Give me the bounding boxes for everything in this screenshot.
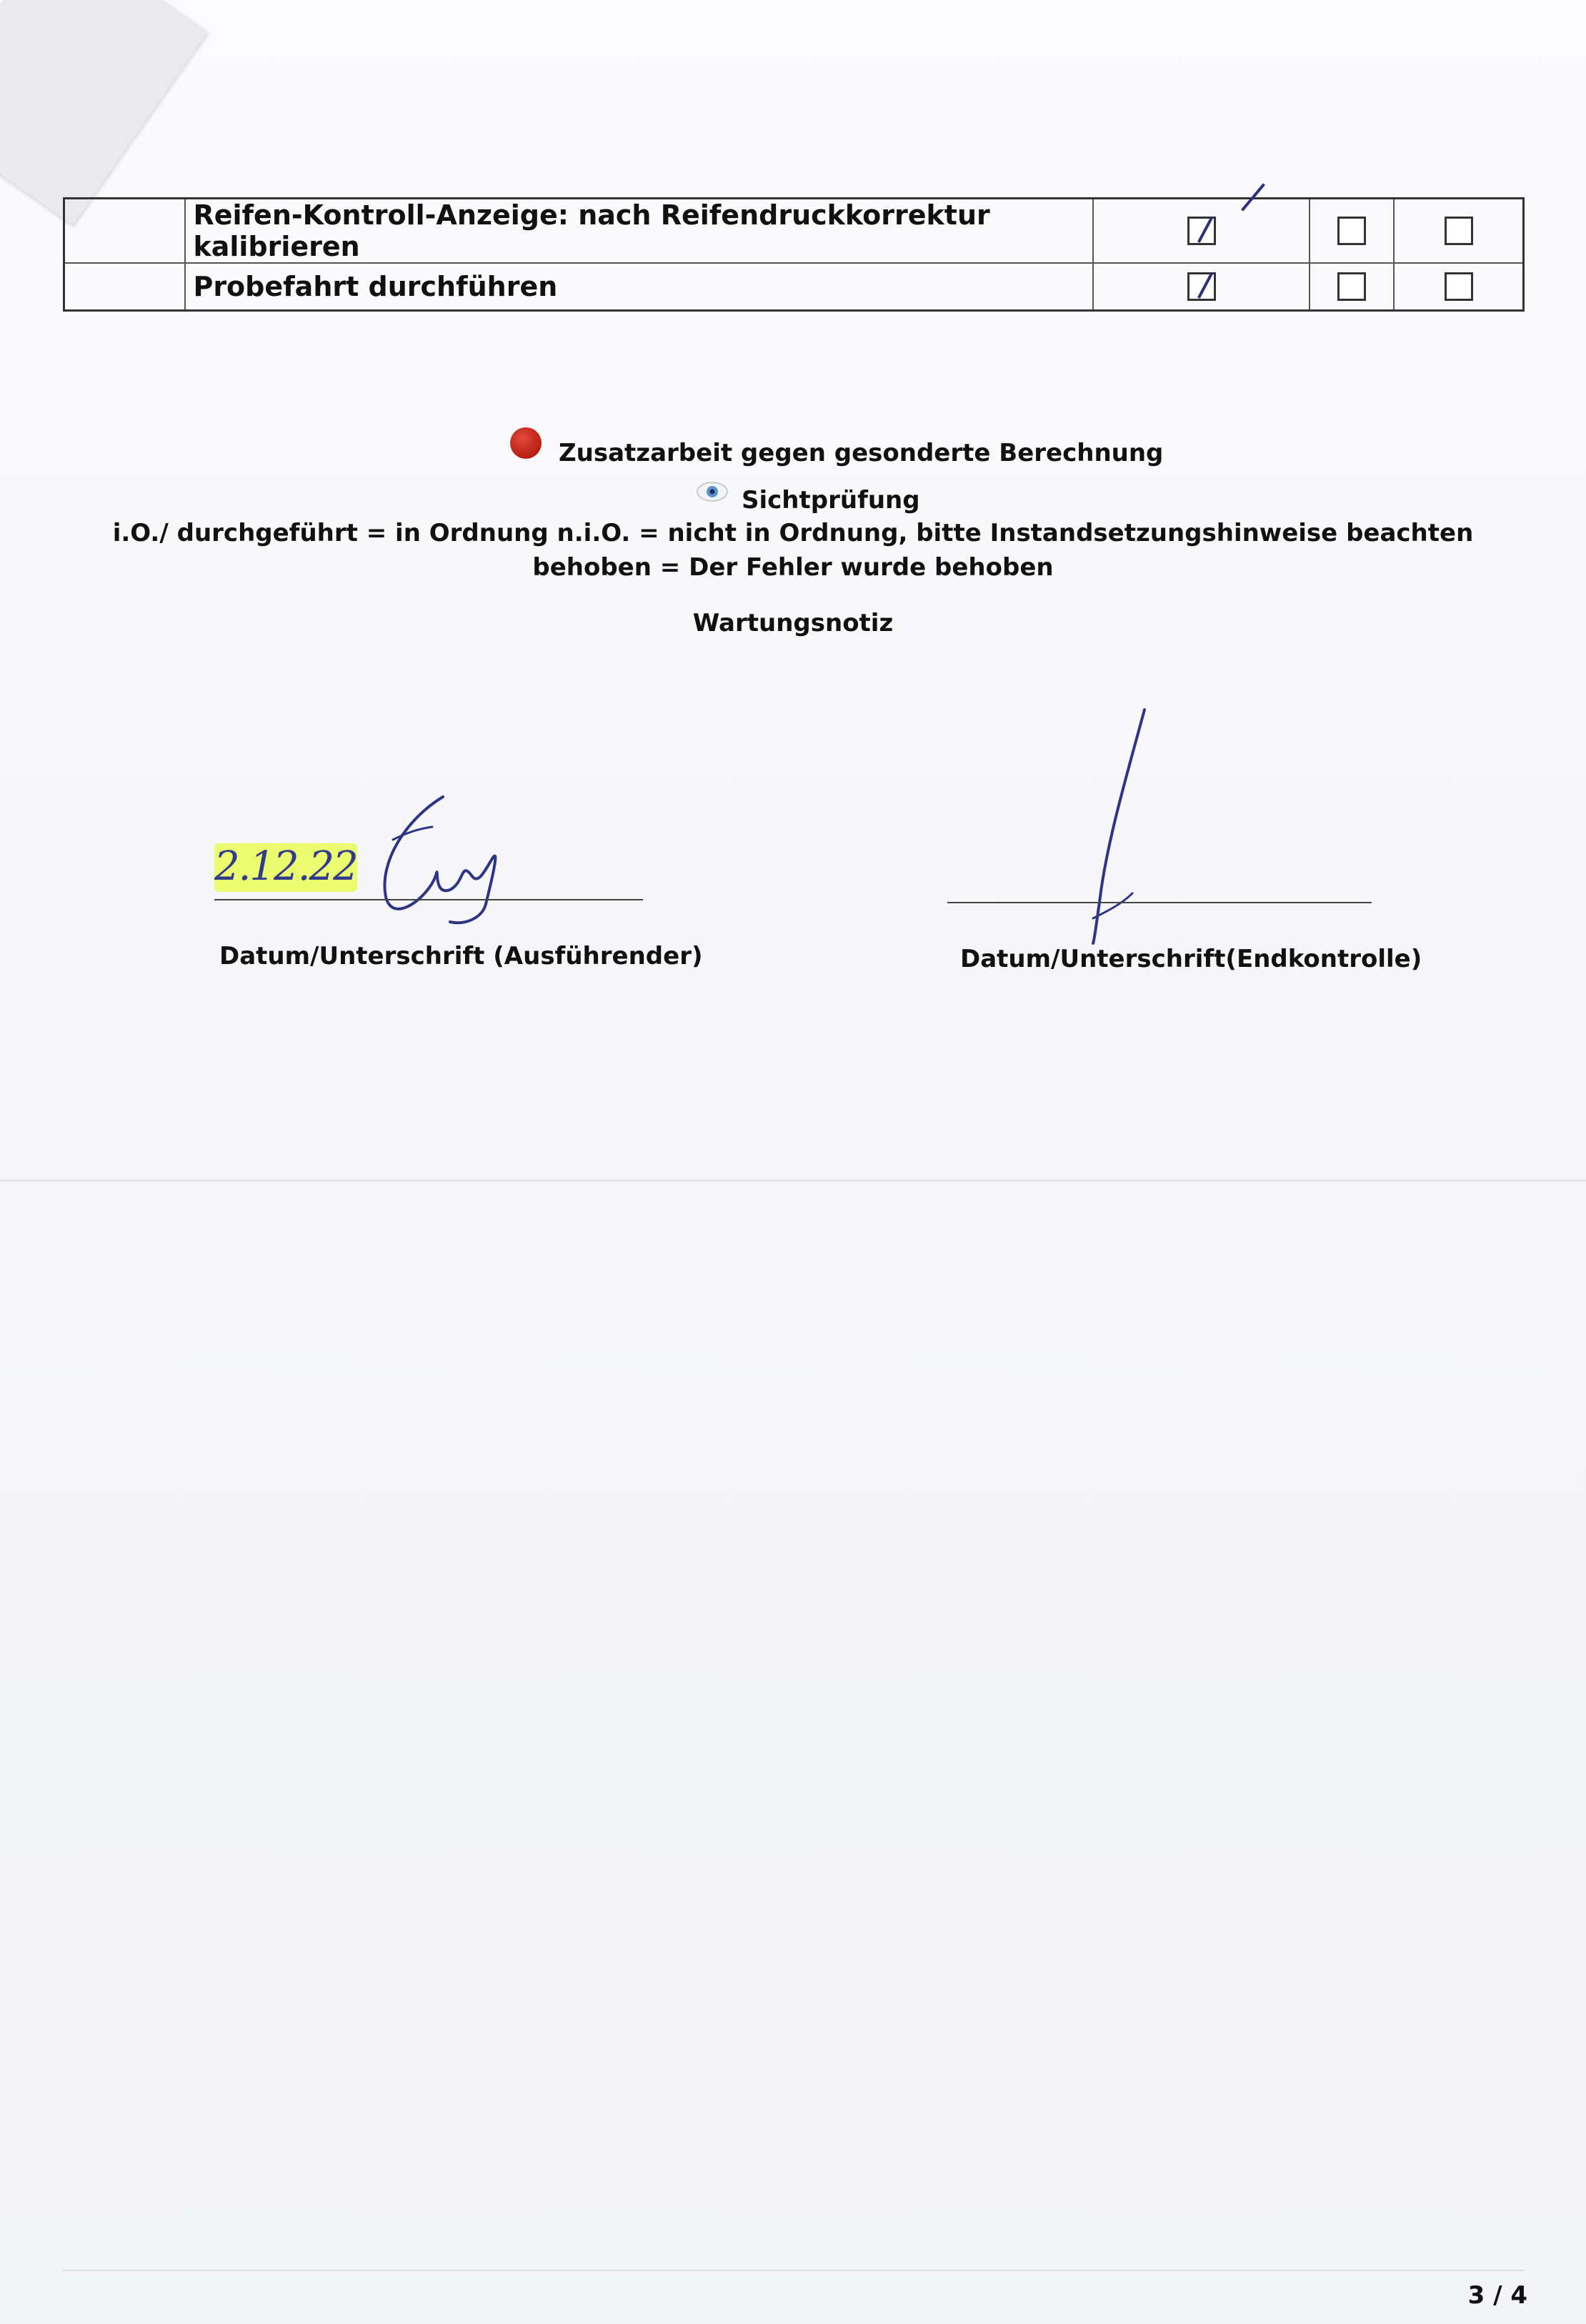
visual-check-legend: Sichtprüfung xyxy=(742,486,920,515)
final-check-signature-label: Datum/Unterschrift(Endkontrolle) xyxy=(960,945,1422,973)
checkbox-io-checked[interactable] xyxy=(1187,217,1216,245)
executor-signature-line xyxy=(214,899,643,900)
checkbox-nio[interactable] xyxy=(1337,217,1366,245)
checkbox-nio-cell xyxy=(1310,199,1394,264)
executor-signature-label: Datum/Unterschrift (Ausführender) xyxy=(219,942,703,970)
checkbox-io-cell xyxy=(1093,263,1310,311)
checkbox-behoben-cell xyxy=(1394,263,1523,311)
checkbox-io-checked[interactable] xyxy=(1187,272,1216,301)
maintenance-note-title: Wartungsnotiz xyxy=(692,609,894,637)
extra-work-legend: Zusatzarbeit gegen gesonderte Berechnung xyxy=(559,439,1164,467)
executor-signature-icon xyxy=(364,790,522,933)
final-check-signature-icon xyxy=(1050,704,1164,947)
checkbox-behoben[interactable] xyxy=(1445,272,1473,301)
checkbox-behoben-cell xyxy=(1394,199,1523,264)
checkbox-nio[interactable] xyxy=(1337,272,1366,301)
checklist-table xyxy=(63,197,1525,312)
row-number-cell xyxy=(64,199,186,264)
table-row xyxy=(64,263,1524,311)
row-number-cell xyxy=(64,263,186,311)
checkbox-behoben[interactable] xyxy=(1445,217,1473,245)
row-label: Reifen-Kontroll-Anzeige: nach Reifendruckkorrektur kalibrieren xyxy=(185,199,1093,264)
checkbox-io-cell xyxy=(1093,199,1310,264)
row-label: Probefahrt durchführen xyxy=(185,263,1093,311)
final-check-signature-line xyxy=(947,902,1372,903)
paper-crease xyxy=(0,1179,1586,1182)
page-number: 3 / 4 xyxy=(1467,2281,1527,2310)
legend-explanation: i.O./ durchgeführt = in Ordnung n.i.O. = nicht in Ordnung, bitte Instandsetzungshinweise beachten behoben = Der Fehler wurde behoben xyxy=(112,519,1474,582)
checkbox-nio-cell xyxy=(1310,263,1394,311)
footer-divider xyxy=(63,2270,1525,2271)
table-row xyxy=(64,199,1524,264)
folded-corner xyxy=(0,0,208,225)
eye-icon xyxy=(696,480,729,503)
red-dot-icon xyxy=(510,427,542,459)
handwritten-date: 2.12.22 xyxy=(214,843,357,890)
